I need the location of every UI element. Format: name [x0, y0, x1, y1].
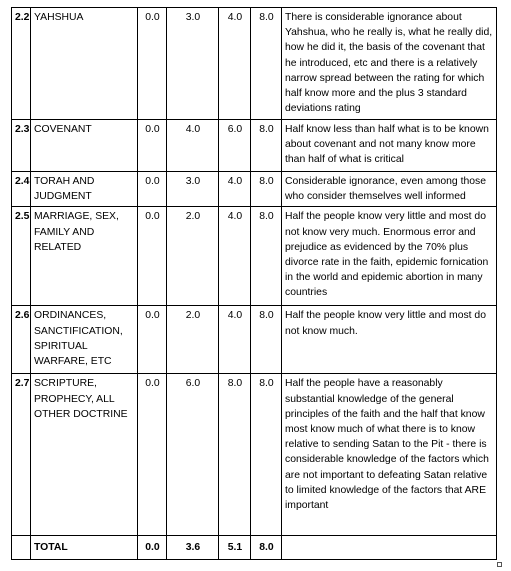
total-max: 8.0	[251, 536, 282, 560]
rating-half: 2.0	[167, 306, 219, 374]
rating-min: 0.0	[138, 120, 167, 172]
rating-plus3sd: 4.0	[219, 207, 251, 306]
row-number: 2.2	[12, 8, 31, 120]
rating-plus3sd: 6.0	[219, 120, 251, 172]
table-row	[12, 8, 497, 120]
rating-half: 4.0	[167, 120, 219, 172]
rating-max: 8.0	[251, 306, 282, 374]
row-topic: TORAH AND JUDGMENT	[31, 172, 138, 207]
row-topic: SCRIPTURE, PROPHECY, ALL OTHER DOCTRINE	[31, 374, 138, 536]
row-topic: ORDINANCES, SANCTIFICATION, SPIRITUAL WARFARE, ETC	[31, 306, 138, 374]
total-min: 0.0	[138, 536, 167, 560]
total-row	[12, 536, 497, 560]
row-number: 2.6	[12, 306, 31, 374]
row-topic: YAHSHUA	[31, 8, 138, 120]
row-number: 2.4	[12, 172, 31, 207]
rating-max: 8.0	[251, 374, 282, 536]
row-description: Half the people know very little and most do not know very much. Enormous error and prejudice as evidenced by the 70% plus divorce rate in the faith, epidemic fornication in the world and epidemic abortion in many countries	[282, 207, 497, 306]
row-description: Considerable ignorance, even among those who consider themselves well informed	[282, 172, 497, 207]
rating-min: 0.0	[138, 306, 167, 374]
total-half: 3.6	[167, 536, 219, 560]
table-row	[12, 306, 497, 374]
table-row	[12, 172, 497, 207]
rating-half: 6.0	[167, 374, 219, 536]
rating-half: 2.0	[167, 207, 219, 306]
table-resize-handle[interactable]	[497, 562, 502, 567]
row-topic: MARRIAGE, SEX, FAMILY AND RELATED	[31, 207, 138, 306]
rating-plus3sd: 4.0	[219, 8, 251, 120]
row-description: There is considerable ignorance about Yahshua, who he really is, what he really did, how he did it, the basis of the covenant that he introduced, etc and there is a relatively narrow spread between the rating for which half know more and the plus 3 standard deviations rating	[282, 8, 497, 120]
table-row	[12, 207, 497, 306]
row-topic: COVENANT	[31, 120, 138, 172]
row-description: Half the people know very little and most do not know much.	[282, 306, 497, 374]
rating-min: 0.0	[138, 374, 167, 536]
rating-plus3sd: 4.0	[219, 172, 251, 207]
rating-min: 0.0	[138, 207, 167, 306]
rating-plus3sd: 8.0	[219, 374, 251, 536]
rating-max: 8.0	[251, 207, 282, 306]
rating-max: 8.0	[251, 172, 282, 207]
table-row	[12, 120, 497, 172]
doctrine-rating-table	[11, 7, 497, 560]
row-number: 2.5	[12, 207, 31, 306]
rating-max: 8.0	[251, 8, 282, 120]
table-row	[12, 374, 497, 536]
row-number: 2.3	[12, 120, 31, 172]
row-description: Half the people have a reasonably substantial knowledge of the general principles of the faith and the half that know most know much of what there is to know relative to sending Satan to the Pit - there is considerable knowledge of the factors which are not important to defeating Satan relative to limited knowledge of the factors that ARE important	[282, 374, 497, 536]
total-label: TOTAL	[31, 536, 138, 560]
rating-min: 0.0	[138, 8, 167, 120]
rating-min: 0.0	[138, 172, 167, 207]
rating-half: 3.0	[167, 172, 219, 207]
rating-max: 8.0	[251, 120, 282, 172]
row-number: 2.7	[12, 374, 31, 536]
rating-half: 3.0	[167, 8, 219, 120]
rating-plus3sd: 4.0	[219, 306, 251, 374]
total-description	[282, 536, 497, 560]
total-number	[12, 536, 31, 560]
total-plus3sd: 5.1	[219, 536, 251, 560]
row-description: Half know less than half what is to be known about covenant and not many know more than half of what is critical	[282, 120, 497, 172]
